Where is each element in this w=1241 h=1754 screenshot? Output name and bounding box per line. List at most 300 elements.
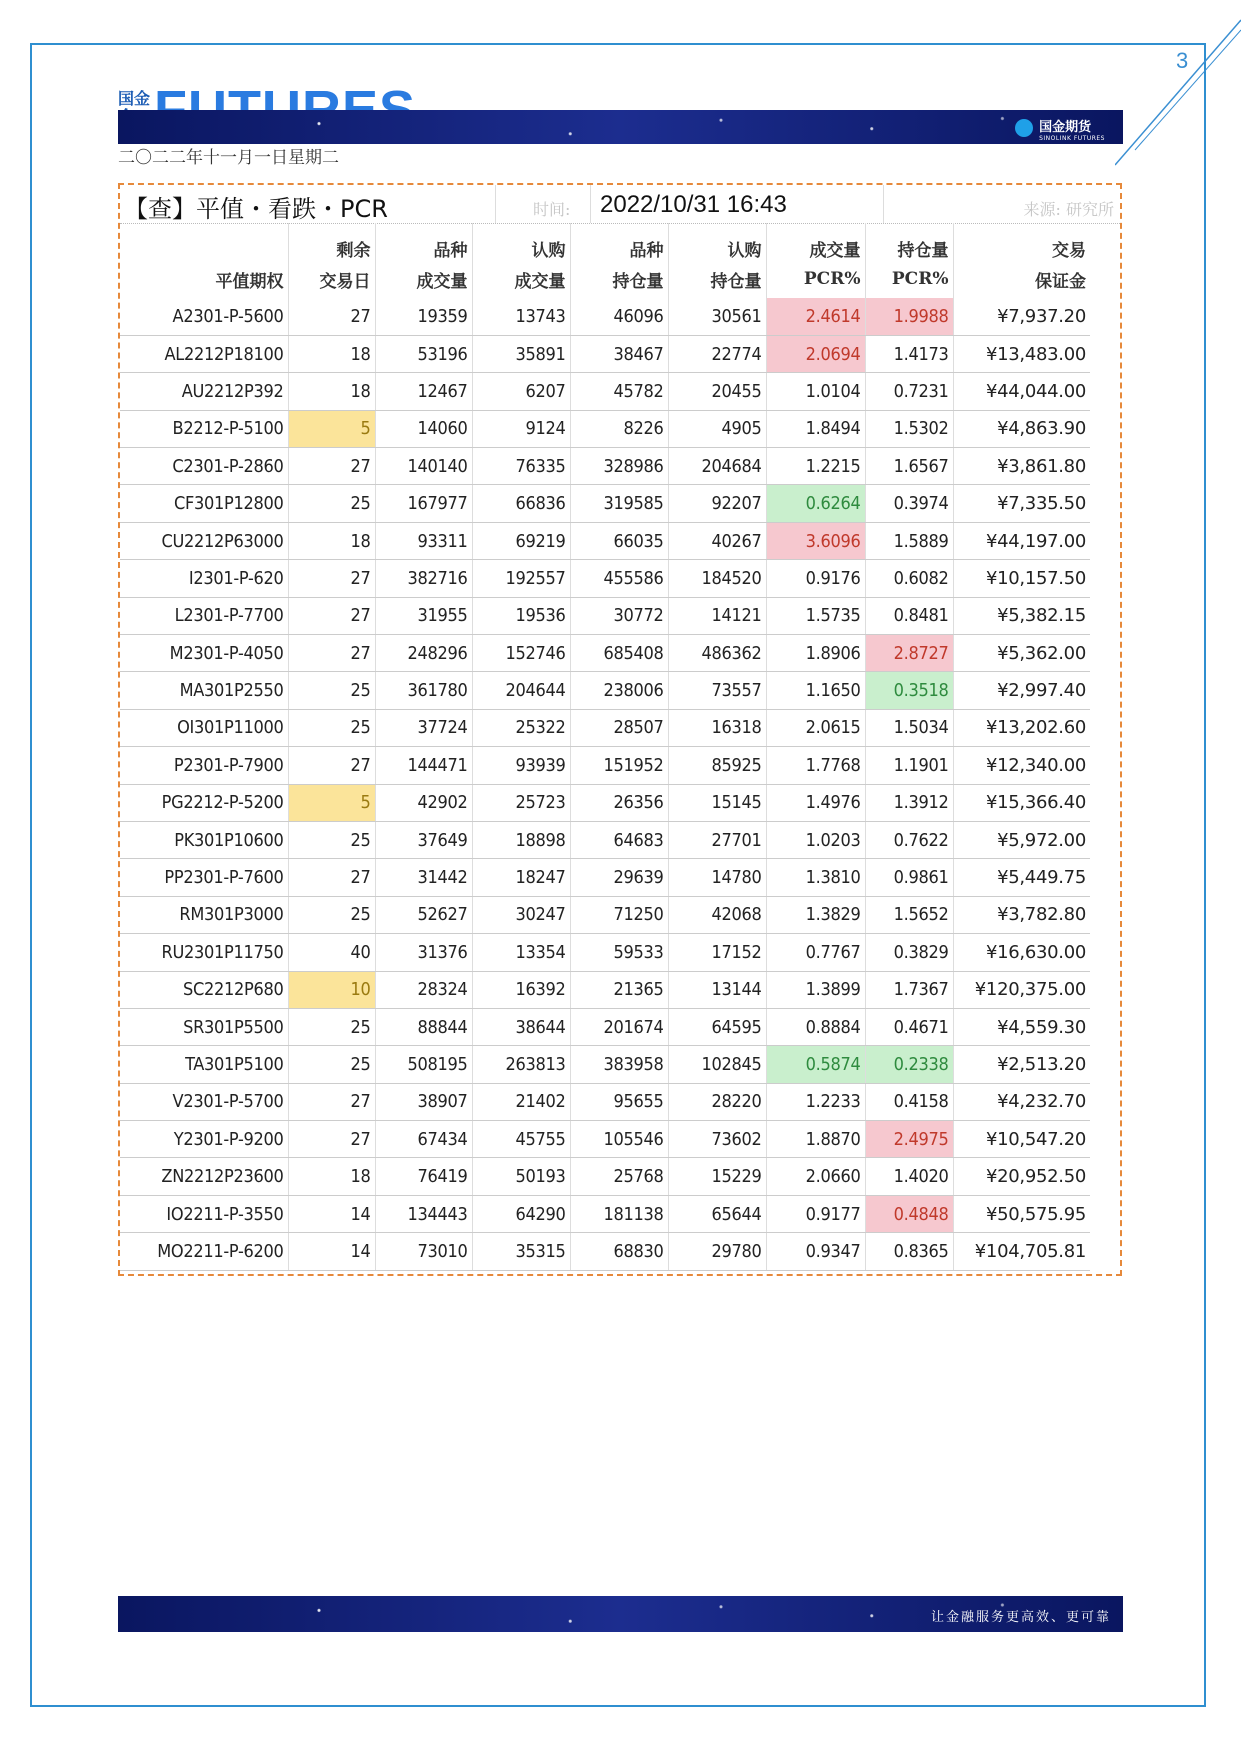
logo-cn-text: 国金 [118, 89, 151, 108]
table-cell: ¥4,559.30 [953, 1008, 1090, 1045]
table-cell: 2.0694 [766, 335, 865, 372]
pcr-table-box [118, 183, 1122, 1276]
table-cell: 0.4158 [865, 1083, 953, 1120]
table-cell: 151952 [570, 747, 668, 784]
table-cell: 0.6264 [766, 485, 865, 522]
option-name-cell: RU2301P11750 [120, 934, 288, 971]
table-cell: 31442 [375, 859, 472, 896]
table-cell: 0.6082 [865, 560, 953, 597]
table-cell: ¥16,630.00 [953, 934, 1090, 971]
table-cell: 1.5302 [865, 410, 953, 447]
table-row [120, 1083, 1090, 1120]
table-cell: 8226 [570, 410, 668, 447]
option-name-cell: I2301-P-620 [120, 560, 288, 597]
option-name-cell: C2301-P-2860 [120, 448, 288, 485]
table-cell: 319585 [570, 485, 668, 522]
table-row [120, 635, 1090, 672]
table-cell: 0.3829 [865, 934, 953, 971]
option-name-cell: AL2212P18100 [120, 335, 288, 372]
column-header: 成交量 [472, 261, 570, 299]
table-cell: 1.7768 [766, 747, 865, 784]
table-cell: 76419 [375, 1158, 472, 1195]
table-cell: 27 [288, 859, 375, 896]
table-cell: ¥5,972.00 [953, 821, 1090, 858]
column-header [120, 223, 288, 261]
column-header: 保证金 [953, 261, 1090, 299]
table-cell: 38907 [375, 1083, 472, 1120]
table-cell: 1.7367 [865, 971, 953, 1008]
table-cell: ¥15,366.40 [953, 784, 1090, 821]
table-cell: 1.3899 [766, 971, 865, 1008]
table-cell: 0.3518 [865, 672, 953, 709]
footer-slogan: 让金融服务更高效、更可靠 [930, 1610, 1111, 1625]
table-cell: 35315 [472, 1233, 570, 1270]
title-divider [883, 185, 884, 223]
table-cell: 0.4848 [865, 1195, 953, 1232]
column-header: 品种 [375, 223, 472, 261]
option-name-cell: SC2212P680 [120, 971, 288, 1008]
option-name-cell: PP2301-P-7600 [120, 859, 288, 896]
table-row [120, 298, 1090, 335]
table-cell: ¥3,782.80 [953, 896, 1090, 933]
table-cell: 2.8727 [865, 635, 953, 672]
table-cell: 455586 [570, 560, 668, 597]
table-cell: 17152 [668, 934, 766, 971]
table-cell: 52627 [375, 896, 472, 933]
table-cell: 76335 [472, 448, 570, 485]
table-cell: 27 [288, 1121, 375, 1158]
table-title-row [120, 185, 1120, 224]
table-cell: 5 [288, 784, 375, 821]
table-cell: 21402 [472, 1083, 570, 1120]
table-cell: ¥5,449.75 [953, 859, 1090, 896]
table-cell: 27 [288, 298, 375, 335]
table-cell: 9124 [472, 410, 570, 447]
table-cell: 25322 [472, 709, 570, 746]
table-cell: 14121 [668, 597, 766, 634]
table-cell: 93311 [375, 522, 472, 559]
table-cell: 105546 [570, 1121, 668, 1158]
table-cell: 53196 [375, 335, 472, 372]
table-cell: 13144 [668, 971, 766, 1008]
table-cell: 25 [288, 672, 375, 709]
table-cell: 28324 [375, 971, 472, 1008]
table-cell: ¥7,937.20 [953, 298, 1090, 335]
table-cell: 1.4173 [865, 335, 953, 372]
table-cell: 1.5652 [865, 896, 953, 933]
table-cell: 12467 [375, 373, 472, 410]
table-cell: ¥13,202.60 [953, 709, 1090, 746]
table-cell: 27 [288, 448, 375, 485]
table-cell: 16392 [472, 971, 570, 1008]
pcr-table [120, 223, 1090, 1271]
table-cell: 26356 [570, 784, 668, 821]
table-cell: ¥4,863.90 [953, 410, 1090, 447]
time-label: 时间: [533, 200, 571, 219]
table-row [120, 485, 1090, 522]
table-cell: 192557 [472, 560, 570, 597]
table-cell: 22774 [668, 335, 766, 372]
table-cell: 10 [288, 971, 375, 1008]
table-cell: 508195 [375, 1046, 472, 1083]
option-name-cell: MO2211-P-6200 [120, 1233, 288, 1270]
table-cell: 263813 [472, 1046, 570, 1083]
table-cell: 0.8481 [865, 597, 953, 634]
table-cell: ¥50,575.95 [953, 1195, 1090, 1232]
report-date: 二〇二二年十一月一日星期二 [118, 148, 339, 168]
table-cell: 85925 [668, 747, 766, 784]
table-cell: 383958 [570, 1046, 668, 1083]
table-cell: 35891 [472, 335, 570, 372]
table-cell: 68830 [570, 1233, 668, 1270]
table-cell: 38644 [472, 1008, 570, 1045]
table-cell: 1.9988 [865, 298, 953, 335]
table-row [120, 1121, 1090, 1158]
table-cell: 1.3912 [865, 784, 953, 821]
table-cell: 50193 [472, 1158, 570, 1195]
table-cell: 0.7767 [766, 934, 865, 971]
brand-logo [1015, 116, 1105, 142]
table-cell: 152746 [472, 635, 570, 672]
table-cell: 19359 [375, 298, 472, 335]
option-name-cell: OI301P11000 [120, 709, 288, 746]
option-name-cell: B2212-P-5100 [120, 410, 288, 447]
table-cell: 144471 [375, 747, 472, 784]
table-cell: 27701 [668, 821, 766, 858]
table-row [120, 597, 1090, 634]
footer-banner [118, 1596, 1123, 1632]
table-cell: 73602 [668, 1121, 766, 1158]
table-cell: 1.5034 [865, 709, 953, 746]
table-cell: ¥12,340.00 [953, 747, 1090, 784]
table-cell: 25768 [570, 1158, 668, 1195]
table-cell: ¥10,157.50 [953, 560, 1090, 597]
option-name-cell: Y2301-P-9200 [120, 1121, 288, 1158]
table-cell: 1.5735 [766, 597, 865, 634]
table-cell: ¥3,861.80 [953, 448, 1090, 485]
table-cell: 25 [288, 821, 375, 858]
table-cell: ¥44,044.00 [953, 373, 1090, 410]
title-divider [495, 185, 496, 223]
table-row [120, 821, 1090, 858]
table-cell: 14 [288, 1233, 375, 1270]
table-cell: 204684 [668, 448, 766, 485]
table-cell: 27 [288, 747, 375, 784]
table-cell: 38467 [570, 335, 668, 372]
table-cell: 1.3829 [766, 896, 865, 933]
brand-circle-icon [1015, 119, 1033, 137]
option-name-cell: M2301-P-4050 [120, 635, 288, 672]
option-name-cell: SR301P5500 [120, 1008, 288, 1045]
table-row [120, 784, 1090, 821]
table-row [120, 672, 1090, 709]
table-cell: ¥10,547.20 [953, 1121, 1090, 1158]
table-row [120, 1046, 1090, 1083]
table-row [120, 709, 1090, 746]
source-label: 来源: 研究所 [1023, 200, 1114, 219]
table-row [120, 373, 1090, 410]
table-cell: 65644 [668, 1195, 766, 1232]
option-name-cell: AU2212P392 [120, 373, 288, 410]
table-cell: 0.2338 [865, 1046, 953, 1083]
table-cell: ¥13,483.00 [953, 335, 1090, 372]
table-cell: 13354 [472, 934, 570, 971]
table-cell: 0.8365 [865, 1233, 953, 1270]
column-header: 平值期权 [215, 271, 284, 292]
table-cell: ¥2,513.20 [953, 1046, 1090, 1083]
table-cell: 18247 [472, 859, 570, 896]
table-cell: 30772 [570, 597, 668, 634]
table-cell: 4905 [668, 410, 766, 447]
table-cell: 486362 [668, 635, 766, 672]
table-cell: 28220 [668, 1083, 766, 1120]
table-cell: 64683 [570, 821, 668, 858]
table-cell: 204644 [472, 672, 570, 709]
option-name-cell: CU2212P63000 [120, 522, 288, 559]
table-cell: 27 [288, 1083, 375, 1120]
table-cell: 1.0104 [766, 373, 865, 410]
table-cell: 201674 [570, 1008, 668, 1045]
option-name-cell: A2301-P-5600 [120, 298, 288, 335]
table-cell: 102845 [668, 1046, 766, 1083]
table-cell: ¥20,952.50 [953, 1158, 1090, 1195]
option-name-cell: CF301P12800 [120, 485, 288, 522]
table-cell: 95655 [570, 1083, 668, 1120]
column-header: 持仓量 [865, 223, 953, 261]
table-cell: 67434 [375, 1121, 472, 1158]
column-header: 认购 [472, 223, 570, 261]
table-cell: 59533 [570, 934, 668, 971]
table-cell: 14060 [375, 410, 472, 447]
table-cell: 0.9347 [766, 1233, 865, 1270]
table-cell: ¥2,997.40 [953, 672, 1090, 709]
table-cell: 0.9176 [766, 560, 865, 597]
table-cell: 1.0203 [766, 821, 865, 858]
table-cell: 28507 [570, 709, 668, 746]
table-cell: 15145 [668, 784, 766, 821]
table-cell: 40267 [668, 522, 766, 559]
table-cell: 29780 [668, 1233, 766, 1270]
table-cell: 13743 [472, 298, 570, 335]
table-title: 【查】平值・看跌・PCR [124, 195, 388, 223]
table-cell: 1.2233 [766, 1083, 865, 1120]
option-name-cell: ZN2212P23600 [120, 1158, 288, 1195]
column-header: 认购 [668, 223, 766, 261]
table-cell: ¥7,335.50 [953, 485, 1090, 522]
table-cell: 184520 [668, 560, 766, 597]
table-cell: 328986 [570, 448, 668, 485]
brand-sub: SINOLINK FUTURES [1039, 134, 1105, 142]
table-cell: 25 [288, 1008, 375, 1045]
table-row [120, 335, 1090, 372]
table-cell: 140140 [375, 448, 472, 485]
table-cell: 1.8906 [766, 635, 865, 672]
option-name-cell: RM301P3000 [120, 896, 288, 933]
table-cell: 3.6096 [766, 522, 865, 559]
column-header: 品种 [570, 223, 668, 261]
column-header: 交易日 [288, 261, 375, 299]
table-cell: 25 [288, 1046, 375, 1083]
table-cell: 30561 [668, 298, 766, 335]
table-cell: 93939 [472, 747, 570, 784]
table-cell: 37724 [375, 709, 472, 746]
column-header: PCR% [865, 261, 953, 299]
table-cell: 66035 [570, 522, 668, 559]
table-cell: 685408 [570, 635, 668, 672]
table-cell: 1.2215 [766, 448, 865, 485]
table-cell: 18 [288, 522, 375, 559]
table-cell: 73557 [668, 672, 766, 709]
table-cell: 0.3974 [865, 485, 953, 522]
title-divider [590, 185, 591, 223]
table-cell: 0.4671 [865, 1008, 953, 1045]
table-cell: 2.4614 [766, 298, 865, 335]
table-cell: 69219 [472, 522, 570, 559]
table-cell: 382716 [375, 560, 472, 597]
table-cell: 2.0615 [766, 709, 865, 746]
table-cell: 15229 [668, 1158, 766, 1195]
table-cell: 1.5889 [865, 522, 953, 559]
table-cell: 20455 [668, 373, 766, 410]
table-cell: 18 [288, 373, 375, 410]
table-cell: 1.3810 [766, 859, 865, 896]
table-cell: 27 [288, 560, 375, 597]
table-cell: 31376 [375, 934, 472, 971]
table-cell: 25723 [472, 784, 570, 821]
time-value: 2022/10/31 16:43 [600, 191, 787, 218]
option-name-cell: PK301P10600 [120, 821, 288, 858]
column-header: 成交量 [375, 261, 472, 299]
table-row [120, 971, 1090, 1008]
table-cell: 88844 [375, 1008, 472, 1045]
table-cell: 0.5874 [766, 1046, 865, 1083]
table-cell: 14 [288, 1195, 375, 1232]
table-row [120, 1195, 1090, 1232]
column-header: 持仓量 [668, 261, 766, 299]
table-cell: 0.7622 [865, 821, 953, 858]
table-row [120, 1008, 1090, 1045]
table-cell: ¥120,375.00 [953, 971, 1090, 1008]
table-cell: 31955 [375, 597, 472, 634]
table-cell: 1.4976 [766, 784, 865, 821]
table-cell: 1.4020 [865, 1158, 953, 1195]
table-cell: 1.1650 [766, 672, 865, 709]
table-cell: 1.8870 [766, 1121, 865, 1158]
brand-name: 国金期货 [1039, 120, 1092, 135]
table-cell: 27 [288, 597, 375, 634]
table-cell: 37649 [375, 821, 472, 858]
table-cell: 16318 [668, 709, 766, 746]
table-cell: 25 [288, 896, 375, 933]
table-cell: 1.6567 [865, 448, 953, 485]
option-name-cell: IO2211-P-3550 [120, 1195, 288, 1232]
table-cell: ¥5,362.00 [953, 635, 1090, 672]
table-cell: 71250 [570, 896, 668, 933]
table-cell: 361780 [375, 672, 472, 709]
column-header: PCR% [766, 261, 865, 299]
table-cell: 73010 [375, 1233, 472, 1270]
column-header: 交易 [953, 223, 1090, 261]
table-cell: 64290 [472, 1195, 570, 1232]
header-banner [118, 110, 1123, 144]
table-cell: 0.8884 [766, 1008, 865, 1045]
table-cell: 64595 [668, 1008, 766, 1045]
table-cell: 42068 [668, 896, 766, 933]
table-row [120, 410, 1090, 447]
table-cell: 27 [288, 635, 375, 672]
table-cell: 40 [288, 934, 375, 971]
table-header-row [120, 261, 1090, 299]
table-cell: 5 [288, 410, 375, 447]
table-cell: 42902 [375, 784, 472, 821]
table-cell: 134443 [375, 1195, 472, 1232]
column-header: 剩余 [288, 223, 375, 261]
table-cell: 18898 [472, 821, 570, 858]
table-cell: ¥44,197.00 [953, 522, 1090, 559]
table-cell: 0.7231 [865, 373, 953, 410]
table-row [120, 1233, 1090, 1270]
table-cell: 29639 [570, 859, 668, 896]
table-cell: 167977 [375, 485, 472, 522]
table-row [120, 448, 1090, 485]
table-cell: 2.4975 [865, 1121, 953, 1158]
option-name-cell: L2301-P-7700 [120, 597, 288, 634]
option-name-cell: V2301-P-5700 [120, 1083, 288, 1120]
table-cell: 30247 [472, 896, 570, 933]
table-cell: ¥4,232.70 [953, 1083, 1090, 1120]
table-cell: ¥5,382.15 [953, 597, 1090, 634]
table-row [120, 1158, 1090, 1195]
table-cell: 18 [288, 1158, 375, 1195]
table-cell: 92207 [668, 485, 766, 522]
table-row [120, 747, 1090, 784]
table-header-row [120, 223, 1090, 261]
table-row [120, 896, 1090, 933]
table-cell: 46096 [570, 298, 668, 335]
table-row [120, 522, 1090, 559]
option-name-cell: P2301-P-7900 [120, 747, 288, 784]
table-cell: 19536 [472, 597, 570, 634]
table-row [120, 859, 1090, 896]
table-cell: 25 [288, 485, 375, 522]
option-name-cell: MA301P2550 [120, 672, 288, 709]
table-cell: 14780 [668, 859, 766, 896]
column-header: 持仓量 [570, 261, 668, 299]
table-cell: 21365 [570, 971, 668, 1008]
table-cell: 0.9861 [865, 859, 953, 896]
table-cell: 1.1901 [865, 747, 953, 784]
table-cell: 1.8494 [766, 410, 865, 447]
table-row [120, 560, 1090, 597]
column-header: 成交量 [766, 223, 865, 261]
table-cell: 45755 [472, 1121, 570, 1158]
table-row [120, 934, 1090, 971]
corner-decoration [1115, 0, 1241, 170]
option-name-cell: TA301P5100 [120, 1046, 288, 1083]
table-cell: 6207 [472, 373, 570, 410]
table-cell: 0.9177 [766, 1195, 865, 1232]
option-name-cell: PG2212-P-5200 [120, 784, 288, 821]
table-cell: 45782 [570, 373, 668, 410]
table-cell: 238006 [570, 672, 668, 709]
page-number: 3 [1176, 48, 1189, 73]
table-cell: 248296 [375, 635, 472, 672]
table-cell: 66836 [472, 485, 570, 522]
table-cell: 18 [288, 335, 375, 372]
table-cell: ¥104,705.81 [953, 1233, 1090, 1270]
table-cell: 25 [288, 709, 375, 746]
table-cell: 181138 [570, 1195, 668, 1232]
